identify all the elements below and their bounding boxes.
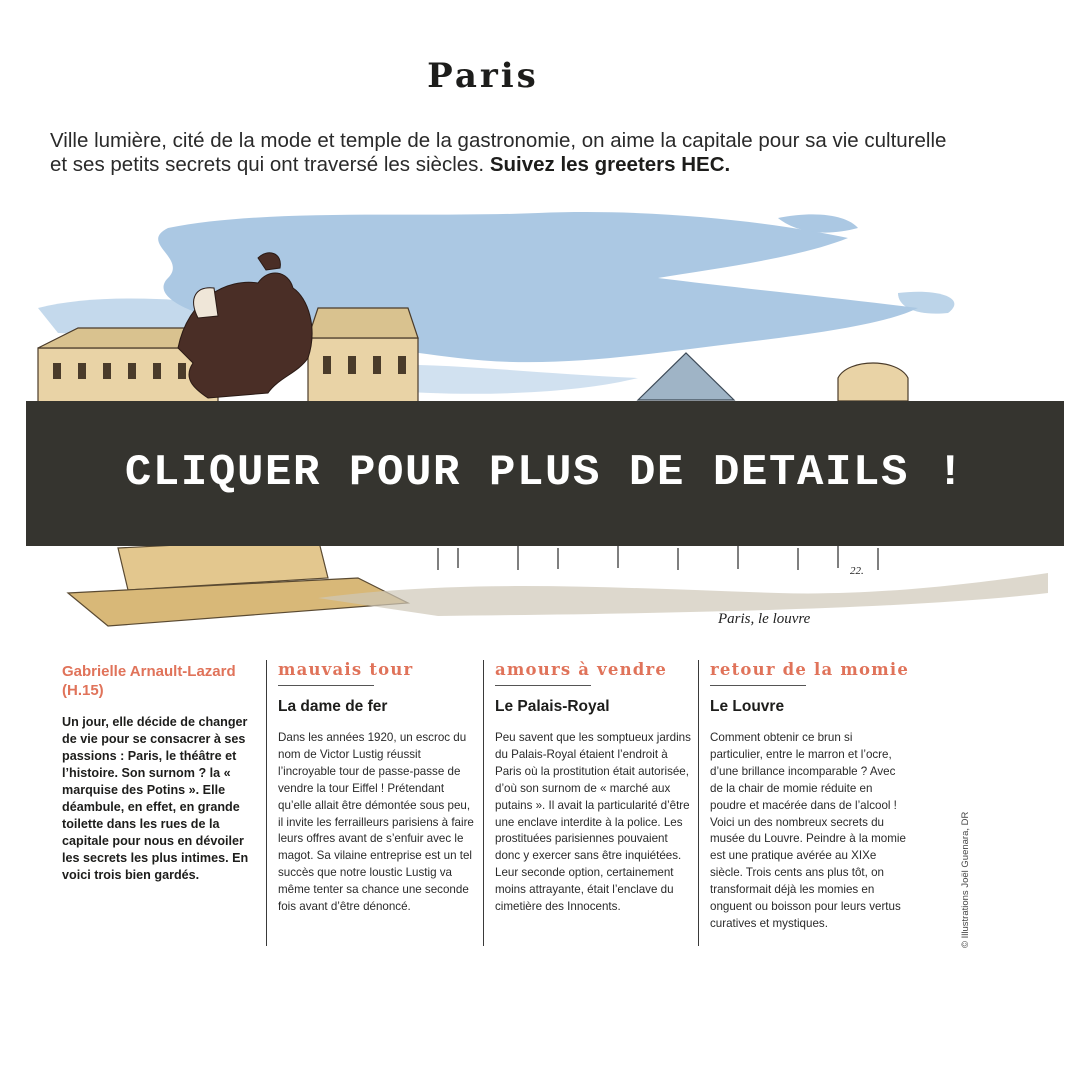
article-body: Comment obtenir ce brun si particulier, entre le marron et l’ocre, d’une brillance incomparable ? Avec de la chair de momie réduite en poudre et macérée dans de l’alcool ! Voici un des nombreux secrets du musée du Louvre. Peindre à la momie est une pratique avérée au XIXe siècle. Trois cents ans plus tôt, on transformait déjà les momies en onguent ou boisson pour leurs vertus curatives et mystiques. [710,731,906,930]
intro-paragraph [50,129,950,177]
article-title: Le Palais-Royal [495,698,610,715]
article-kicker: amours à vendre [495,660,668,679]
illustration-caption: Paris, le louvre [718,611,811,627]
illustration-signature: 22. [850,565,864,577]
intro-cta-text: Suivez les greeters HEC. [489,152,731,176]
author-column [62,662,258,884]
ground-wash [318,573,1048,616]
pyramid [638,353,734,400]
illustration-credit: © Illustrations Joël Guenara, DR [960,811,971,948]
kicker-rule [710,685,806,686]
article-title: Le Louvre [710,698,785,715]
kicker-rule [278,685,374,686]
article-column-3 [710,660,910,933]
article-kicker: retour de la momie [710,660,910,679]
column-divider [483,660,484,946]
palace-right [838,363,908,401]
article-body: Peu savent que les somptueux jardins du Palais-Royal étaient l’endroit à Paris où la prostitution était autorisée, d’où son surnom de « marché aux putains ». Il avait la particularité d’être une enclave interdite à la police. Les prostituées parisiennes pouvaient donc y exercer sans être inquiétées. Leur seconde option, certainement moins attrayante, était l’enclave du cimetière des Innocents. [495,731,691,914]
column-divider [266,660,267,946]
article-kicker: mauvais tour [278,660,414,679]
article-column-1 [278,660,474,916]
column-divider [698,660,699,946]
crowd [438,546,878,570]
author-name: Gabrielle Arnault-Lazard (H.15) [62,663,236,699]
article-column-2 [495,660,691,916]
article-body: Dans les années 1920, un escroc du nom de Victor Lustig réussit l’incroyable tour de passe-passe de vendre la tour Eiffel ! Prétendant qu’elle allait être démontée sous peu, il invite les ferrailleurs parisiens à faire leurs offres avant de s’enfuir avec le magot. Sa vilaine entreprise est un tel succès que notre loustic Lustig va même tenter sa chance une seconde fois avant d’être dénoncé. [278,731,474,914]
article-title: La dame de fer [278,698,388,715]
page-title: Paris [427,56,539,96]
details-cta-button[interactable]: CLIQUER POUR PLUS DE DETAILS ! [26,401,1064,546]
intro-text: Ville lumière, cité de la mode et temple de la gastronomie, on aime la capitale pour sa vie culturelle et ses petits secrets qui ont traversé les siècles. [50,128,947,176]
kicker-rule [495,685,591,686]
author-bio: Un jour, elle décide de changer de vie pour se consacrer à ses passions : Paris, le théâtre et l’histoire. Son surnom ? la « marquise des Potins ». Elle déambule, en effet, en grande toilette dans les rues de la capitale pour nous en dévoiler les secrets les plus intimes. En voici trois bien gardés. [62,715,249,882]
pedestal [68,538,408,626]
